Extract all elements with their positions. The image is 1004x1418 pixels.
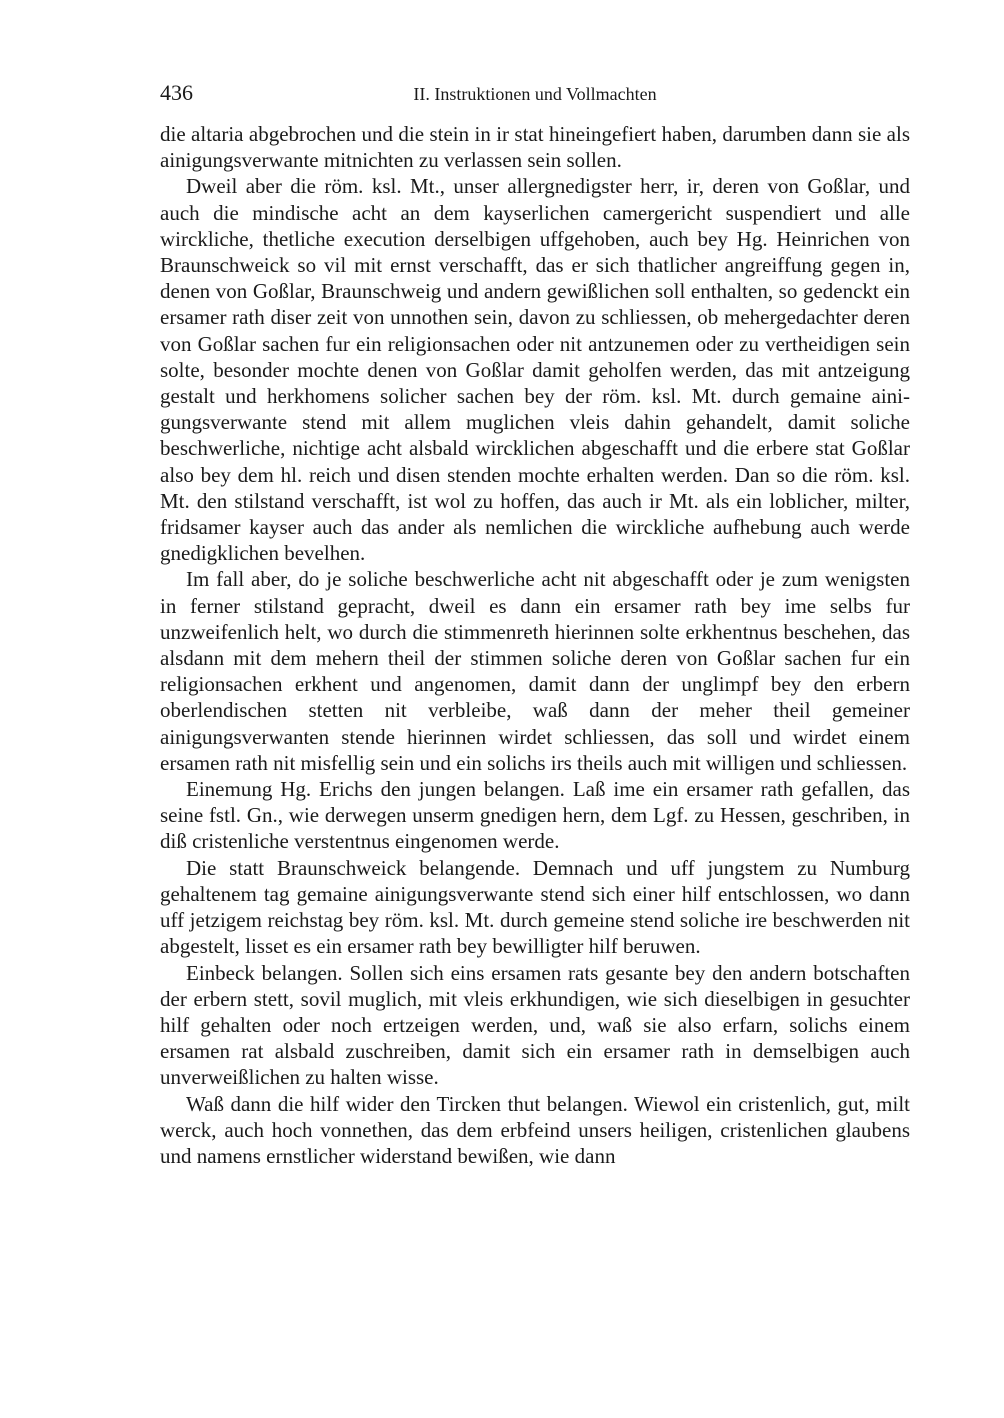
paragraph: Die statt Braunschweick belangende. Demnach und uff jungstem zu Numburg gehaltenem tag gemaine ainigungsverwante stend sich einer hilf entschlossen, wo dann uff jetzigem reichstag bey röm. ksl. Mt. durch gemeine stend soliche ire beschwerden nit abgestelt, lisset es ein ersamer rath bey bewilligter hilf beruwen. [160,855,910,959]
paragraph: die altaria abgebrochen und die stein in ir stat hineingefiert haben, darumben dann sie als ainigungsverwante mitnichten zu verlassen sein sollen. [160,122,910,173]
paragraph: Im fall aber, do je soliche beschwerliche acht nit abgeschafft oder je zum wenigsten in ferner stilstand gepracht, dweil es dann ein ersamer rath bey ime selbs fur unzweifenlich helt, wo durch die stimmenreth hierinnen solte erkhentnus beschehen, das alsdann mit dem mehern theil der stimmen soliche deren von Goßlar sachen fur ein religionsachen erkhent und angenomen, damit dann der unglimpf bey den erbern oberlendischen stetten nit verbleibe, waß dann der meher theil gemeiner ainigungsverwanten stende hierinnen wirdet schliessen, das soll und wirdet einem ersamen rath nit misfellig sein und ein solichs irs theils auch mit willigen und schliessen. [160,567,910,775]
running-head [160,80,910,108]
paragraph: Dweil aber die röm. ksl. Mt., unser allergnedigster herr, ir, deren von Goßlar, und auch die mindische acht an dem kayserlichen camergericht suspendiert und alle wirckliche, thetliche execution derselbigen uffgehoben, auch bey Hg. Heinrichen von Braunschweick so vil mit ernst verschafft, das er sich thatlicher angreiffung gegen in, denen von Goßlar, Braunschweig und andern gewißlichen soll enthalten, so gedenckt ein ersamer rath diser zeit von unnothen sein, davon zu schliessen, ob mehergedachter deren von Goßlar sachen fur ein religionsachen oder nit antzunemen oder zu vertheidigen sein solte, besonder mochte denen von Goßlar damit geholfen werden, das mit antzeigung gestalt und herkhomens solicher sachen bey der röm. ksl. Mt. durch gemaine ainigungsverwante stend mit allem muglichen vleis dahin gehandelt, damit soliche beschwerliche, nichtige acht alsbald wircklichen abgeschafft und die erbere stat Goßlar also bey dem hl. reich und disen stenden mochte erhalten werden. Dan so die röm. ksl. Mt. den stilstand verschafft, ist wol zu hoffen, das auch ir Mt. als ein loblicher, milter, fridsamer kayser auch das ander als nemlichen die wirckliche aufhebung auch werde gnedigklichen bevelhen. [160,174,910,566]
paragraph: Einbeck belangen. Sollen sich eins ersamen rats gesante bey den andern botschaften der erbern stett, sovil muglich, mit vleis erkhundigen, wie sich dieselbigen in gesuchter hilf gehalten oder noch ertzeigen werden, und, waß sie also erfarn, solichs einem ersamen rat alsbald zuschreiben, damit sich ein ersamer rath in demselbigen auch unverweißlichen zu halten wisse. [160,960,910,1090]
page-number: 436 [160,80,193,105]
paragraph: Waß dann die hilf wider den Tircken thut belangen. Wiewol ein cristenlich, gut, milt werck, auch hoch vonnethen, das dem erbfeind unsers heiligen, cristenlichen glaubens und namens ernstlicher widerstand bewißen, wie dann [160,1091,910,1168]
body-text [160,121,910,1169]
paragraph: Einemung Hg. Erichs den jungen belangen. Laß ime ein ersamer rath gefallen, das seine fstl. Gn., wie derwegen unserm gnedigen hern, dem Lgf. zu Hessen, geschriben, in diß cristenliche verstentnus eingenomen werde. [160,777,910,854]
running-title: II. Instruktionen und Vollmachten [413,84,657,104]
